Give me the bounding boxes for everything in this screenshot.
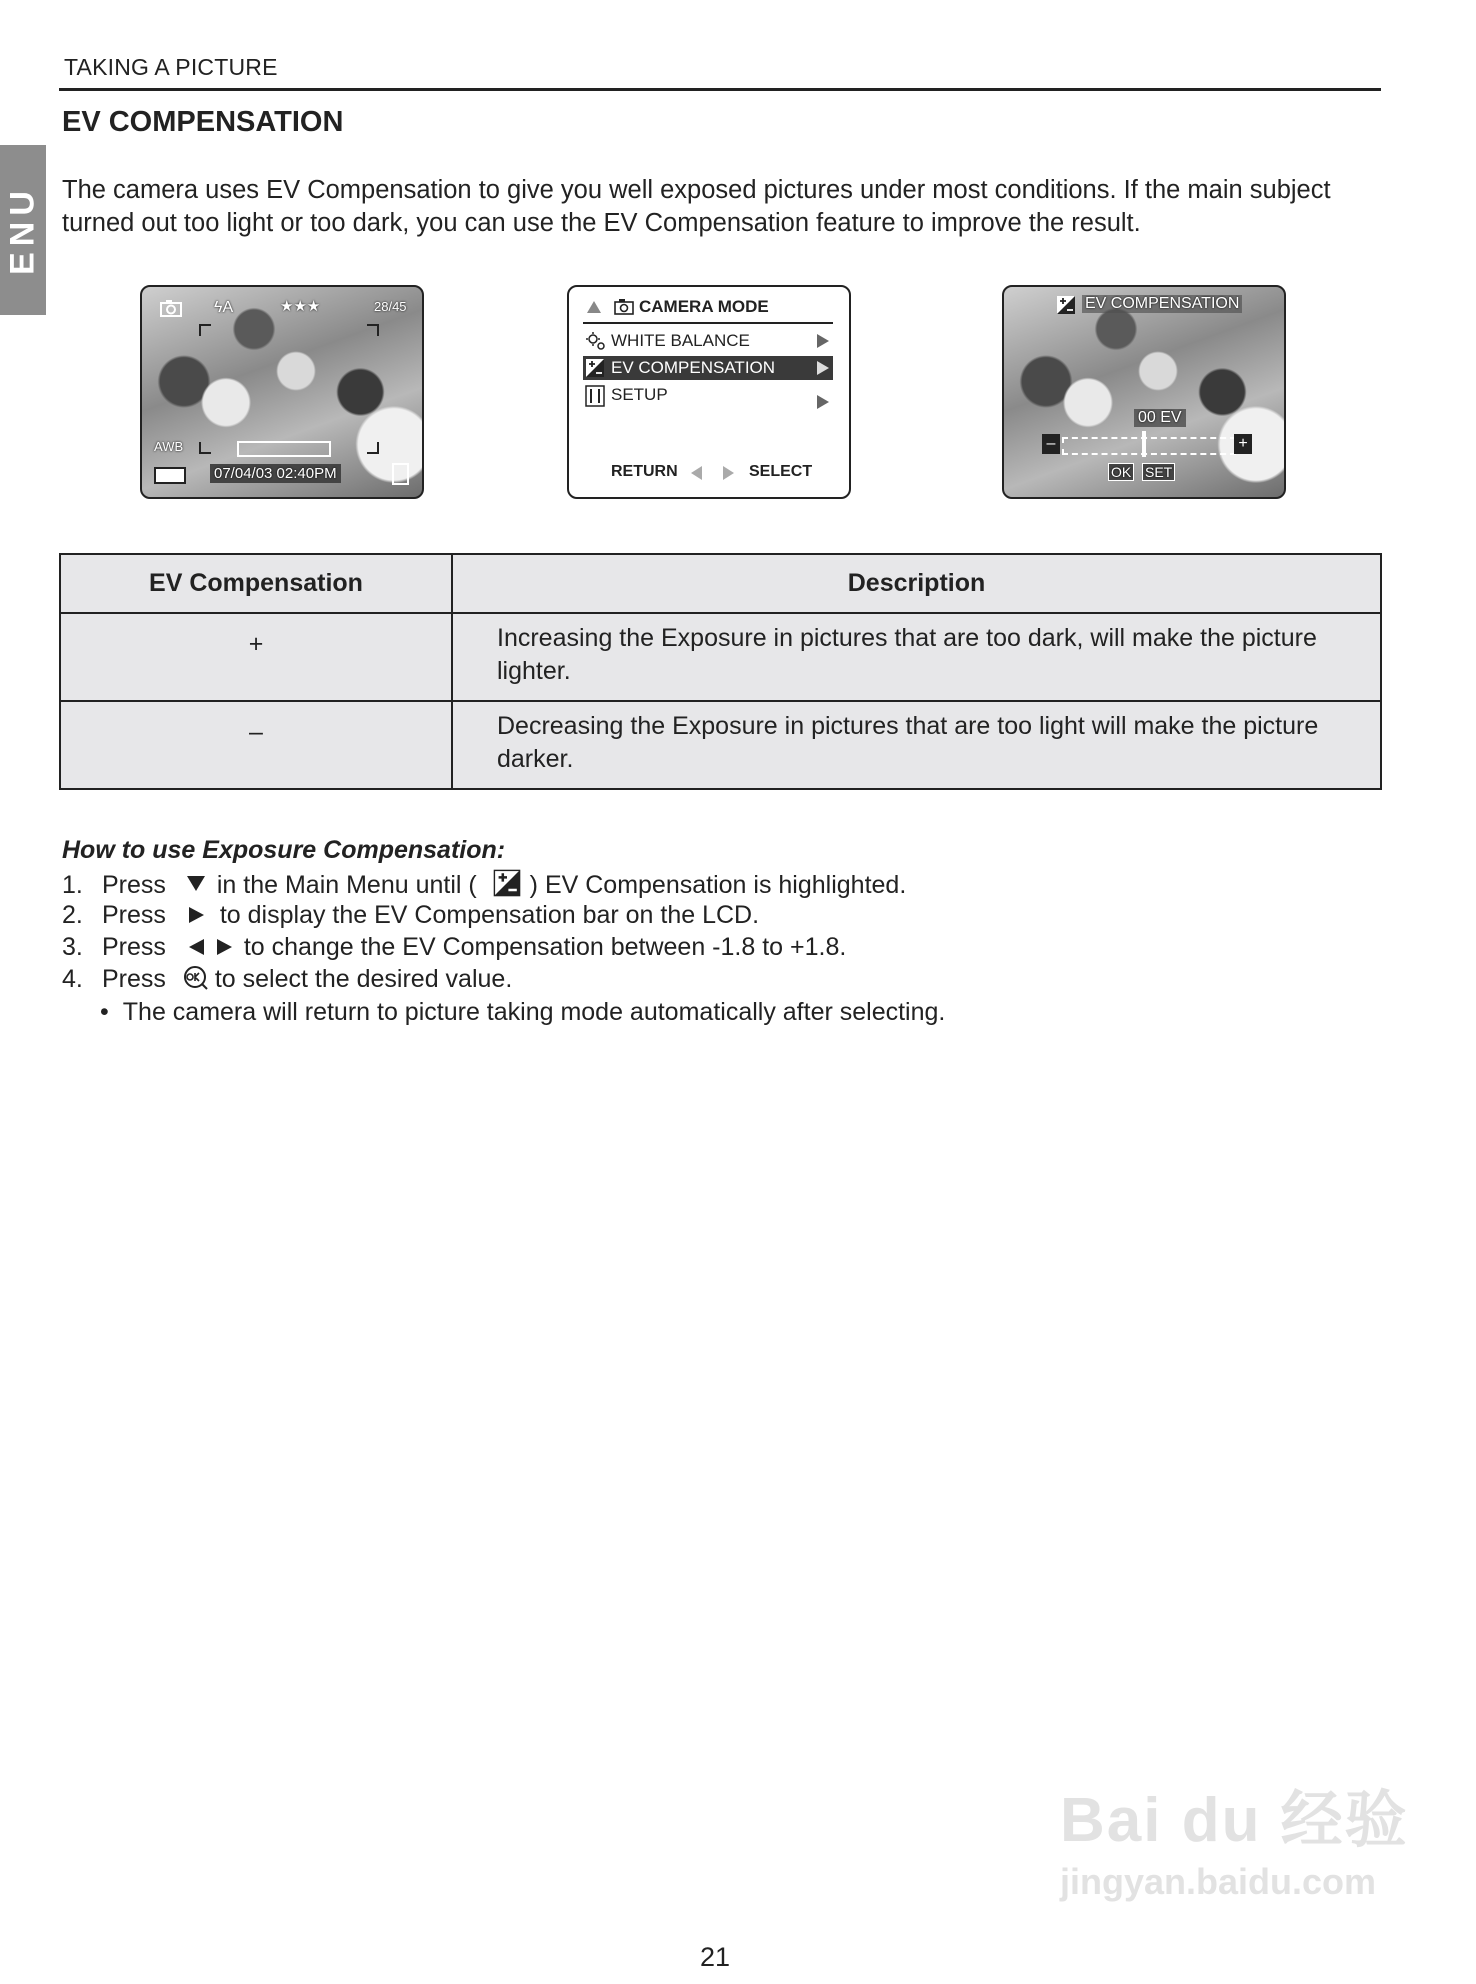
bullet-note bbox=[100, 998, 945, 1027]
shots-remaining: 28/45 bbox=[374, 299, 407, 314]
ev-compensation-icon bbox=[1056, 295, 1076, 315]
table-cell-symbol: – bbox=[60, 701, 452, 789]
white-balance-label: AWB bbox=[154, 439, 184, 454]
step-text: Press bbox=[102, 901, 166, 929]
battery-icon bbox=[154, 467, 186, 484]
left-arrow-icon bbox=[691, 466, 702, 480]
menu-divider bbox=[583, 322, 833, 324]
menu-item-white-balance[interactable] bbox=[583, 329, 833, 353]
table-cell-description: Increasing the Exposure in pictures that are too dark, will make the picture lighter. bbox=[452, 613, 1381, 701]
menu-item-label: EV COMPENSATION bbox=[611, 358, 776, 377]
watermark-url: jingyan.baidu.com bbox=[1060, 1861, 1377, 1902]
table-row bbox=[60, 613, 1381, 701]
camera-icon bbox=[614, 298, 634, 315]
section-label: TAKING A PICTURE bbox=[64, 54, 278, 80]
up-arrow-icon bbox=[587, 301, 601, 313]
down-arrow-icon bbox=[187, 876, 205, 891]
howto-title: How to use Exposure Compensation: bbox=[62, 836, 506, 864]
menu-item-label: SETUP bbox=[611, 385, 668, 404]
right-arrow-icon bbox=[723, 466, 734, 480]
step-1 bbox=[62, 869, 906, 900]
menu-screen bbox=[567, 285, 851, 499]
table-header: EV Compensation bbox=[60, 554, 452, 613]
bullet-dot: • bbox=[100, 998, 109, 1026]
plus-icon[interactable]: + bbox=[1234, 434, 1252, 454]
table-cell-description: Decreasing the Exposure in pictures that are too light will make the picture darker. bbox=[452, 701, 1381, 789]
step-4 bbox=[62, 965, 512, 994]
memory-card-icon bbox=[392, 463, 409, 485]
camera-mode-icon bbox=[160, 299, 182, 317]
live-view-screen bbox=[140, 285, 424, 499]
ev-screen-title: EV COMPENSATION bbox=[1082, 295, 1242, 313]
ev-compensation-icon bbox=[585, 358, 605, 378]
quality-stars: ★★★ bbox=[280, 298, 321, 315]
chevron-right-icon bbox=[817, 334, 829, 348]
right-arrow-icon bbox=[217, 939, 232, 955]
select-label[interactable]: SELECT bbox=[749, 463, 813, 480]
step-text: to change the EV Compensation between -1.8 to +1.8. bbox=[243, 933, 847, 961]
return-label[interactable]: RETURN bbox=[611, 463, 678, 480]
right-arrow-icon bbox=[189, 907, 204, 923]
step-3 bbox=[62, 933, 846, 962]
menu-item-ev-compensation[interactable] bbox=[583, 356, 833, 380]
ev-compensation-screen bbox=[1002, 285, 1286, 499]
ev-slider-marker bbox=[1142, 431, 1146, 457]
table-header-row bbox=[60, 554, 1381, 613]
zoom-bar bbox=[237, 441, 331, 457]
header-rule bbox=[59, 88, 1381, 91]
ev-compensation-icon bbox=[492, 869, 522, 897]
set-label: SET bbox=[1142, 463, 1175, 481]
step-number: 3. bbox=[62, 933, 83, 961]
menu-title: CAMERA MODE bbox=[639, 297, 769, 316]
table-cell-symbol: + bbox=[60, 613, 452, 701]
ok-button-icon bbox=[183, 965, 209, 991]
language-tab bbox=[0, 145, 46, 315]
chevron-right-icon bbox=[817, 361, 829, 375]
setup-tools-icon bbox=[585, 385, 605, 407]
ev-scale-bar[interactable] bbox=[1062, 437, 1236, 455]
bullet-text: The camera will return to picture taking mode automatically after selecting. bbox=[122, 998, 946, 1026]
step-text: Press bbox=[102, 965, 166, 993]
white-balance-icon bbox=[585, 331, 607, 351]
baidu-watermark bbox=[1060, 1770, 1409, 1903]
flash-auto-icon: ϟA bbox=[214, 299, 234, 316]
step-text: to select the desired value. bbox=[214, 965, 513, 993]
language-tab-label: ENU bbox=[3, 185, 42, 275]
page-title: EV COMPENSATION bbox=[62, 106, 344, 138]
left-arrow-icon bbox=[189, 939, 204, 955]
menu-item-setup[interactable] bbox=[583, 383, 833, 407]
intro-paragraph: The camera uses EV Compensation to give you well exposed pictures under most conditions. If the main subject turned out too light or too dark, you can use the EV Compensation feature to improve the result. bbox=[62, 176, 1331, 237]
step-2 bbox=[62, 901, 759, 930]
step-number: 1. bbox=[62, 871, 83, 899]
step-text: Press bbox=[102, 871, 166, 899]
table-header: Description bbox=[452, 554, 1381, 613]
table-row bbox=[60, 701, 1381, 789]
ev-value: 00 EV bbox=[1134, 409, 1186, 427]
focus-frame bbox=[197, 322, 381, 456]
date-time: 07/04/03 02:40PM bbox=[210, 464, 341, 483]
step-text: ) EV Compensation is highlighted. bbox=[529, 871, 907, 899]
step-number: 2. bbox=[62, 901, 83, 929]
menu-item-label: WHITE BALANCE bbox=[611, 331, 750, 350]
step-number: 4. bbox=[62, 965, 83, 993]
ev-table bbox=[59, 553, 1382, 790]
page-number: 21 bbox=[700, 1942, 731, 1972]
step-text: in the Main Menu until ( bbox=[216, 871, 477, 899]
chevron-right-icon bbox=[817, 395, 829, 409]
watermark-brand: Bai du 经验 bbox=[1060, 1786, 1409, 1855]
step-text: Press bbox=[102, 933, 166, 961]
step-text: to display the EV Compensation bar on the LCD. bbox=[219, 901, 760, 929]
minus-icon[interactable]: – bbox=[1042, 434, 1060, 454]
ok-button-label: OK bbox=[1108, 463, 1134, 481]
